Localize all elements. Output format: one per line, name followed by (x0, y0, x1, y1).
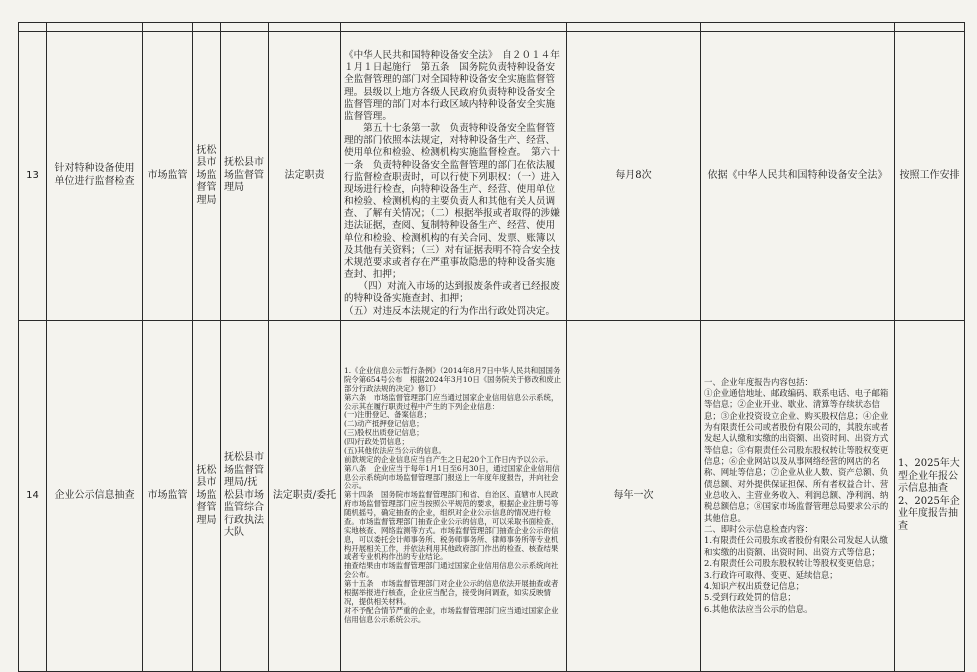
executor: 抚松县市场监督管理局/抚松县市场监管综合行政执法大队 (221, 320, 269, 671)
legal-basis-paragraph: (一)注册登记、备案信息； (344, 410, 432, 420)
legal-basis-paragraph: 第十五条 市场监督管理部门对企业公示的信息依法开展抽查或者根据举报进行核查，企业应当配合，接受询问调查，如实反映情况，提供相关材料。 (344, 579, 559, 606)
schedule: 1、2025年大型企业年报公示信息抽查 2、2025年企业年度报告抽查 (895, 320, 965, 671)
legal-basis-paragraph: (五)其他依法应当公示的信息。 (344, 445, 446, 455)
legal-basis-paragraph: 第五十七条第一款 负责特种设备安全监督管理的部门依照本法规定，对特种设备生产、经营、使用单位和检验、检测机构实施监督检查。 第六十一条 负责特种设备安全监督管理的部门在依法履行监督检查职责时，可以行使下列职权：（一）进入现场进行检查，向特种设备生产、经营、使用单位和检验、检测机构的主要负责人和其他有关人员调查、了解有关情况；（二）根据举报或者取得的涉嫌违法证据，查阅、复制特种设备生产、经营、使用单位和检验、检测机构的有关合同、发票、账簿以及其他有关资料；（三）对有证据表明不符合安全技术规范要求或者存在严重事故隐患的特种设备实施查封、扣押； (344, 123, 560, 281)
legal-basis-paragraph: 1.《企业信息公示暂行条例》（2014年8月7日中华人民共和国国务院令第654号公布 根据2024年3月10日《国务院关于修改和废止部分行政法规的决定》修订） (344, 366, 562, 393)
row-number: 14 (19, 320, 47, 671)
check-frequency: 每月8次 (567, 32, 701, 321)
legal-basis-paragraph: 第十四条 国务院市场监督管理部门和省、自治区、直辖市人民政府市场监督管理部门应当按照公平规范的要求，根据企业注册号等随机摇号，确定抽查的企业，组织对企业公示信息的情况进行检查。市场监督管理部门抽查企业公示的信息，可以采取书面检查、实地核查、网络监测等方式。市场监督管理部门抽查企业公示的信息，可以委托会计师事务所、税务师事务所、律师事务所等专业机构开展相关工作，并依法利用其他政府部门作出的检查、核查结果或者专业机构作出的专业结论。 (344, 490, 559, 562)
check-item: 针对特种设备使用单位进行监督检查 (47, 32, 143, 321)
legal-basis-paragraph: 第八条 企业应当于每年1月1日至6月30日，通过国家企业信用信息公示系统向市场监督管理部门报送上一年度年度报告，并向社会公示。 (344, 463, 560, 491)
legal-basis-paragraph: 前款规定的企业信息应当自产生之日起20个工作日内予以公示。 (344, 454, 553, 464)
check-content-paragraph: 6.其他依法应当公示的信息。 (704, 603, 813, 614)
supervision-table (18, 22, 965, 672)
check-content-paragraph: 1.有限责任公司股东或者股份有限公司发起人认缴和实缴的出资额、出资时间、出资方式等信息； (704, 535, 888, 557)
table-row (19, 32, 965, 321)
check-content-paragraph: 一、企业年度报告内容包括： (704, 376, 813, 387)
legal-basis-paragraph: (四)行政处罚信息； (344, 437, 409, 447)
legal-basis-paragraph: 对不予配合情节严重的企业，市场监督管理部门应当通过国家企业信用信息公示系统公示。 (344, 605, 559, 624)
legal-basis-paragraph: 第六条 市场监督管理部门应当通过国家企业信用信息公示系统，公示其在履行职责过程中产生的下列企业信息： (344, 392, 559, 411)
check-frequency: 每年一次 (567, 320, 701, 671)
table-row (19, 320, 965, 671)
check-content-paragraph: 4.知识产权出质登记信息； (704, 580, 805, 591)
legal-basis-paragraph: 抽查结果由市场监督管理部门通过国家企业信用信息公示系统向社会公布。 (344, 561, 559, 580)
duty-type: 法定职责/委托 (269, 320, 341, 671)
check-content-paragraph: 5.受到行政处罚的信息； (704, 592, 796, 603)
department: 市场监管 (143, 32, 193, 321)
check-content-paragraph: 3.行政许可取得、变更、延续信息； (704, 569, 838, 580)
department: 市场监管 (143, 320, 193, 671)
check-content (701, 32, 895, 321)
check-content-paragraph: ①企业通信地址、邮政编码、联系电话、电子邮箱等信息；②企业开业、歇业、清算等存续状态信息；③企业投资设立企业、购买股权信息；④企业为有限责任公司或者股份有限公司的，其股东或者发起人认缴和实缴的出资额、出资时间、出资方式等信息；⑤有限责任公司股东股权转让等股权变更信息；⑥企业网站以及从事网络经营的网店的名称、网址等信息；⑦企业从业人数、资产总额、负债总额、对外提供保证担保、所有者权益合计、营业总收入、主营业务收入、利润总额、净利润、纳税总额信息；⑧国家市场监督管理总局要求公示的其他信息。 (704, 388, 889, 523)
legal-basis (341, 320, 567, 671)
check-item: 企业公示信息抽查 (47, 320, 143, 671)
check-content-text: 依据《中华人民共和国特种设备安全法》 (707, 169, 888, 181)
schedule: 按照工作安排 (895, 32, 965, 321)
row-number: 13 (19, 32, 47, 321)
legal-basis (341, 32, 567, 321)
legal-basis-paragraph: 《中华人民共和国特种设备安全法》 自２０１４年１月１日起施行 第五条 国务院负责特种设备安全监督管理的部门对全国特种设备安全实施监督管理。县级以上地方各级人民政府负责特种设备安全监督管理的部门对本行政区域内特种设备安全实施监督管理。 (344, 50, 560, 122)
check-content (701, 320, 895, 671)
legal-basis-paragraph: （五）对违反本法规定的行为作出行政处罚决定。 (344, 305, 556, 317)
check-content-paragraph: 二、即时公示信息检查内容： (704, 524, 813, 535)
duty-type: 法定职责 (269, 32, 341, 321)
authority: 抚松县市场监督管理局 (193, 320, 221, 671)
authority: 抚松县市场监督管理局 (193, 32, 221, 321)
check-content-paragraph: 2.有限责任公司股东股权转让等股权变更信息； (704, 558, 880, 569)
legal-basis-paragraph: （四）对流入市场的达到报废条件或者已经报废的特种设备实施查封、扣押； (344, 281, 560, 305)
legal-basis-paragraph: (二)动产抵押登记信息； (344, 419, 424, 429)
legal-basis-paragraph: (三)股权出质登记信息； (344, 428, 424, 438)
previous-row-edge (19, 23, 965, 32)
executor: 抚松县市场监督管理局 (221, 32, 269, 321)
